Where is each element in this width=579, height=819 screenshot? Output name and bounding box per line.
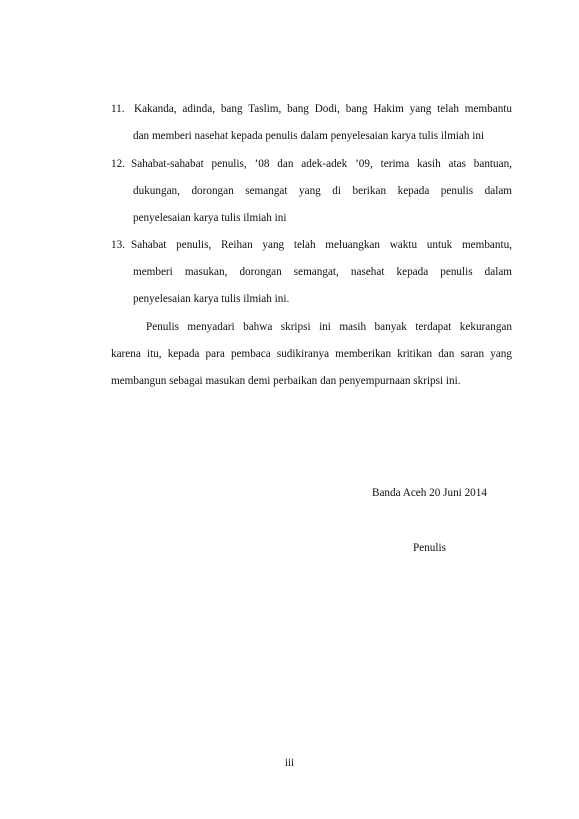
list-item-number: 12.	[111, 158, 125, 170]
place-date: Banda Aceh 20 Juni 2014	[372, 487, 487, 499]
closing-paragraph-line: Penulis menyadari bahwa skripsi ini masih banyak terdapat kekurangan	[146, 321, 512, 333]
list-item-number: 11.	[111, 103, 125, 115]
list-item-number: 13.	[111, 239, 125, 251]
list-item-text: Sahabat-sahabat penulis, ’08 dan adek-adek ’09, terima kasih atas bantuan,	[131, 158, 512, 170]
list-item-text: dan memberi nasehat kepada penulis dalam penyelesaian karya tulis ilmiah ini	[133, 130, 485, 142]
signature-author: Penulis	[413, 542, 446, 554]
page-number: iii	[284, 757, 295, 769]
closing-paragraph-line: karena itu, kepada para pembaca sudikiranya memberikan kritikan dan saran yang	[111, 348, 512, 360]
list-item-text: dukungan, dorongan semangat yang di berikan kepada penulis dalam	[133, 185, 512, 197]
list-item-text: memberi masukan, dorongan semangat, nasehat kepada penulis dalam	[133, 266, 512, 278]
list-item-text: penyelesaian karya tulis ilmiah ini	[133, 212, 287, 224]
list-item-text: Kakanda, adinda, bang Taslim, bang Dodi, bang Hakim yang telah membantu	[134, 103, 512, 115]
list-item-text: Sahabat penulis, Reihan yang telah meluangkan waktu untuk membantu,	[131, 239, 512, 251]
closing-paragraph-line: membangun sebagai masukan demi perbaikan dan penyempurnaan skripsi ini.	[111, 375, 461, 387]
list-item-text: penyelesaian karya tulis ilmiah ini.	[133, 293, 290, 305]
